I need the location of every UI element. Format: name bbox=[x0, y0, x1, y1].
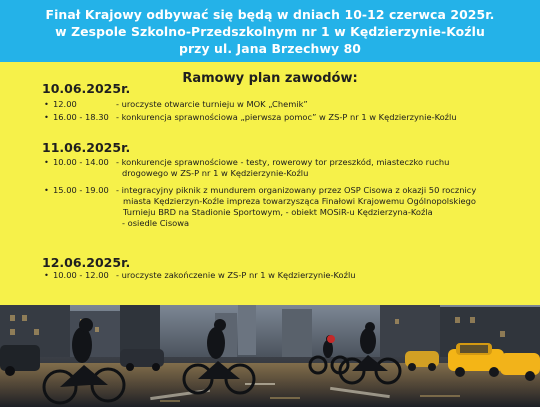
item-description-text: - integracyjny piknik z mundurem organizowany przez OSP Cisowa z okazji 50 rocznicy bbox=[116, 185, 477, 195]
item-description-continuation: miasta Kędzierzyn-Koźle impreza towarzysząca Finałowi Krajowemu Ogólnopolskiego bbox=[123, 195, 476, 206]
item-time: 16.00 - 18.30 bbox=[53, 112, 109, 122]
photo-illustration bbox=[0, 305, 540, 407]
day-date: 12.06.2025r. bbox=[42, 255, 131, 270]
bullet-icon: • bbox=[44, 99, 49, 109]
item-description bbox=[116, 112, 457, 123]
item-description-continuation: drogowego w ZS-P nr 1 w Kędzierzynie-Koźlu bbox=[122, 167, 309, 178]
item-description bbox=[116, 99, 308, 110]
item-description bbox=[116, 185, 476, 229]
schedule-title: Ramowy plan zawodów: bbox=[182, 71, 358, 86]
cyclists-street-photo bbox=[0, 305, 540, 407]
item-description-continuation: - osiedle Cisowa bbox=[122, 217, 190, 228]
item-description-text: - uroczyste otwarcie turnieju w MOK „Chemik” bbox=[116, 99, 308, 109]
bullet-icon: • bbox=[44, 157, 49, 167]
item-description-text: - konkurencja sprawnościowa „pierwsza pomoc” w ZS-P nr 1 w Kędzierzynie-Koźlu bbox=[116, 112, 457, 122]
item-description-text: - uroczyste zakończenie w ZS-P nr 1 w Kędzierzynie-Koźlu bbox=[116, 270, 356, 280]
item-description-text: - konkurencje sprawnościowe - testy, rowerowy tor przeszkód, miasteczko ruchu bbox=[116, 157, 450, 167]
item-time: 15.00 - 19.00 bbox=[53, 185, 109, 195]
day-date: 11.06.2025r. bbox=[42, 140, 131, 155]
item-time: 12.00 bbox=[53, 99, 77, 109]
header-line-1: Finał Krajowy odbywać się będą w dniach 10-12 czerwca 2025r. bbox=[45, 7, 495, 22]
item-description bbox=[116, 157, 449, 179]
header-banner bbox=[0, 0, 540, 62]
item-time: 10.00 - 14.00 bbox=[53, 157, 109, 167]
header-line-3: przy ul. Jana Brzechwy 80 bbox=[178, 41, 362, 56]
item-time: 10.00 - 12.00 bbox=[53, 270, 109, 280]
day-date: 10.06.2025r. bbox=[42, 81, 131, 96]
header-line-2: w Zespole Szkolno-Przedszkolnym nr 1 w Kędzierzynie-Koźlu bbox=[55, 24, 485, 39]
item-description-continuation: Turnieju BRD na Stadionie Sportowym, - obiekt MOSiR-u Kędzierzyna-Koźla bbox=[123, 206, 433, 217]
schedule-section bbox=[0, 62, 540, 305]
item-description bbox=[116, 270, 356, 281]
bullet-icon: • bbox=[44, 112, 49, 122]
bullet-icon: • bbox=[44, 270, 49, 280]
bullet-icon: • bbox=[44, 185, 49, 195]
